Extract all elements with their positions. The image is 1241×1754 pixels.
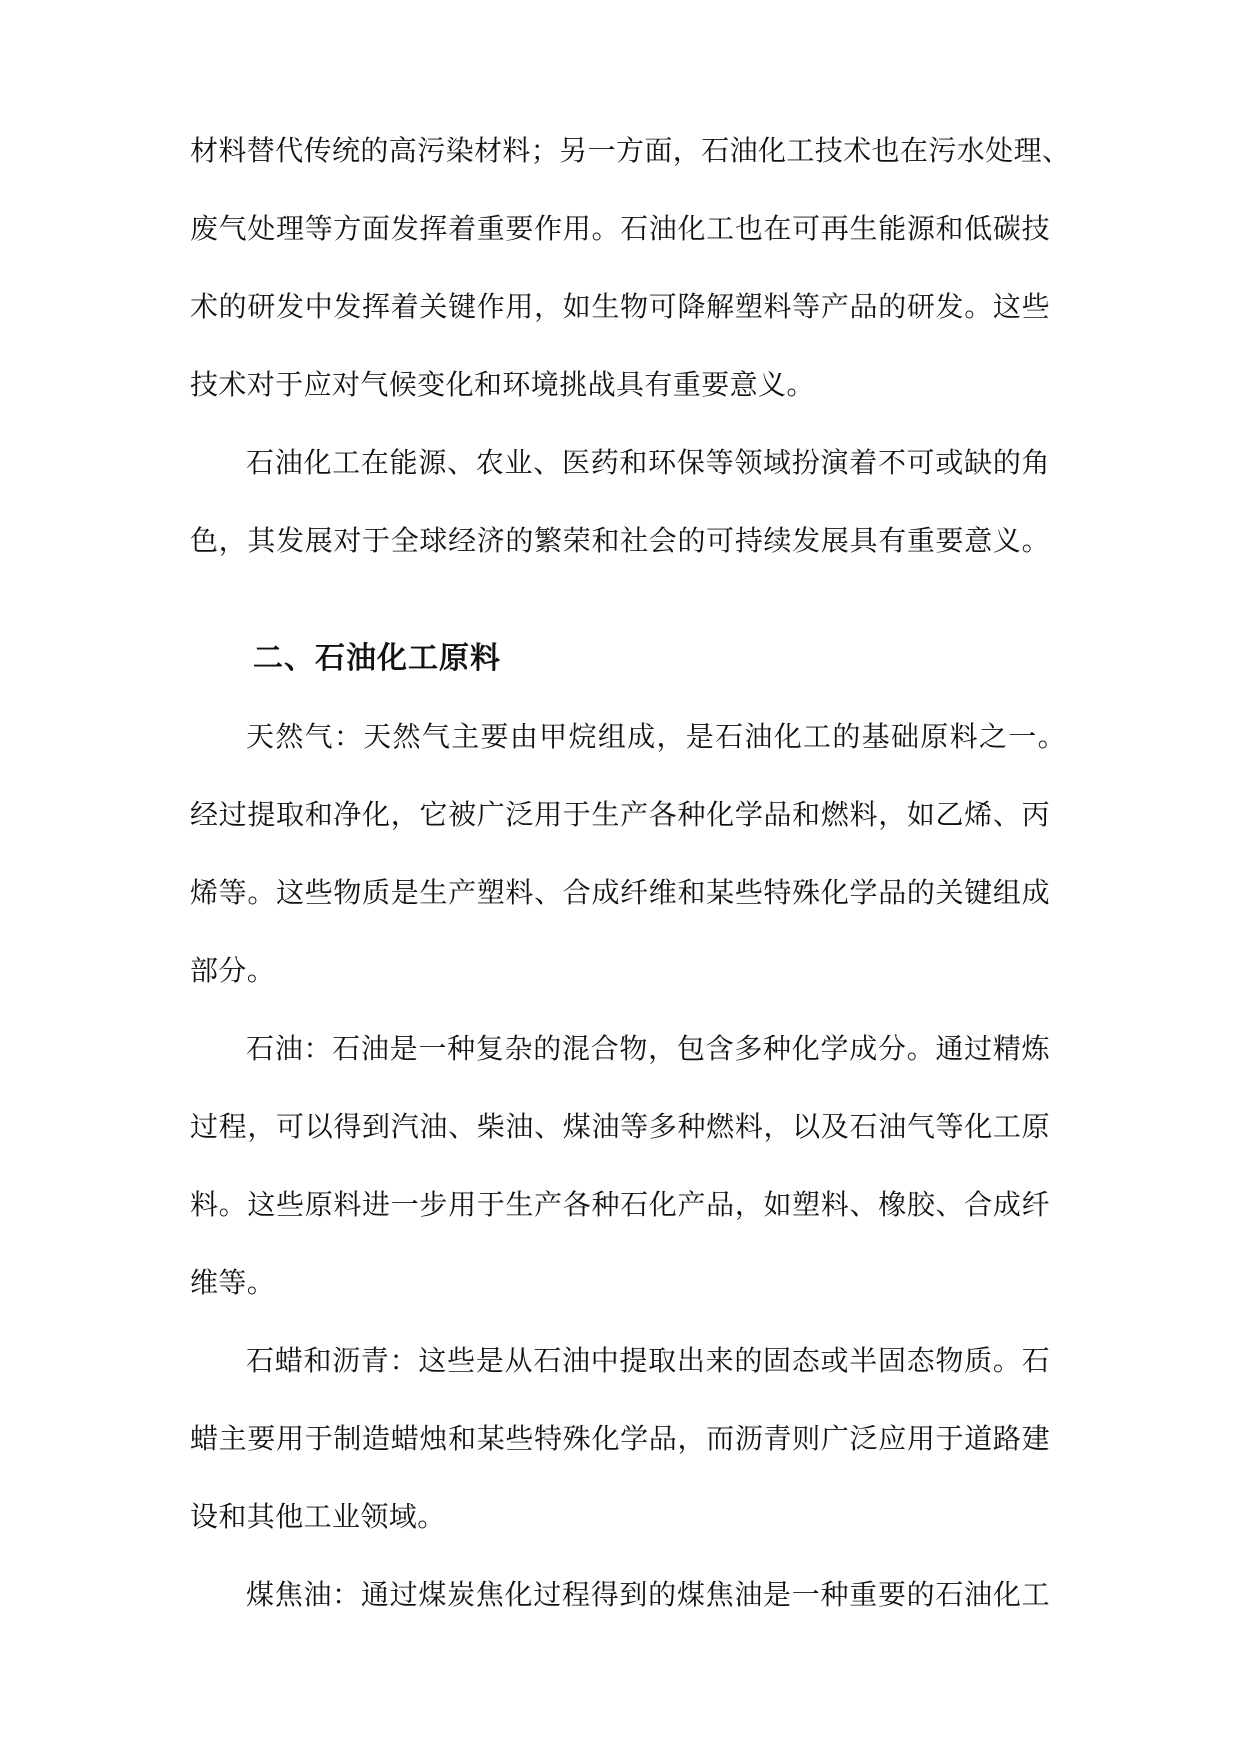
paragraph-line: 过程，可以得到汽油、柴油、煤油等多种燃料，以及石油气等化工原 (190, 1110, 1050, 1143)
paragraph-line: 石油化工在能源、农业、医药和环保等领域扮演着不可或缺的角 (246, 446, 1050, 479)
paragraph-line: 废气处理等方面发挥着重要作用。石油化工也在可再生能源和低碳技 (190, 212, 1050, 245)
paragraph-line: 技术对于应对气候变化和环境挑战具有重要意义。 (190, 368, 815, 401)
paragraph-line: 经过提取和净化，它被广泛用于生产各种化学品和燃料，如乙烯、丙 (190, 798, 1050, 831)
section-heading: 二、石油化工原料 (253, 641, 501, 676)
paragraph-line: 蜡主要用于制造蜡烛和某些特殊化学品，而沥青则广泛应用于道路建 (190, 1422, 1050, 1455)
paragraph-line: 术的研发中发挥着关键作用，如生物可降解塑料等产品的研发。这些 (190, 290, 1050, 323)
paragraph-line: 维等。 (190, 1266, 276, 1299)
paragraph-line: 色，其发展对于全球经济的繁荣和社会的可持续发展具有重要意义。 (190, 524, 1050, 557)
paragraph-line: 部分。 (190, 954, 276, 987)
paragraph-line: 材料替代传统的高污染材料；另一方面，石油化工技术也在污水处理、 (190, 134, 1071, 167)
paragraph-line: 煤焦油：通过煤炭焦化过程得到的煤焦油是一种重要的石油化工 (246, 1578, 1050, 1611)
paragraph-line: 料。这些原料进一步用于生产各种石化产品，如塑料、橡胶、合成纤 (190, 1188, 1050, 1221)
paragraph-line: 设和其他工业领域。 (190, 1500, 446, 1533)
paragraph-line: 天然气：天然气主要由甲烷组成，是石油化工的基础原料之一。 (246, 720, 1066, 753)
paragraph-line: 石油：石油是一种复杂的混合物，包含多种化学成分。通过精炼 (246, 1032, 1050, 1065)
paragraph-line: 石蜡和沥青：这些是从石油中提取出来的固态或半固态物质。石 (246, 1344, 1050, 1377)
paragraph-line: 烯等。这些物质是生产塑料、合成纤维和某些特殊化学品的关键组成 (190, 876, 1050, 909)
